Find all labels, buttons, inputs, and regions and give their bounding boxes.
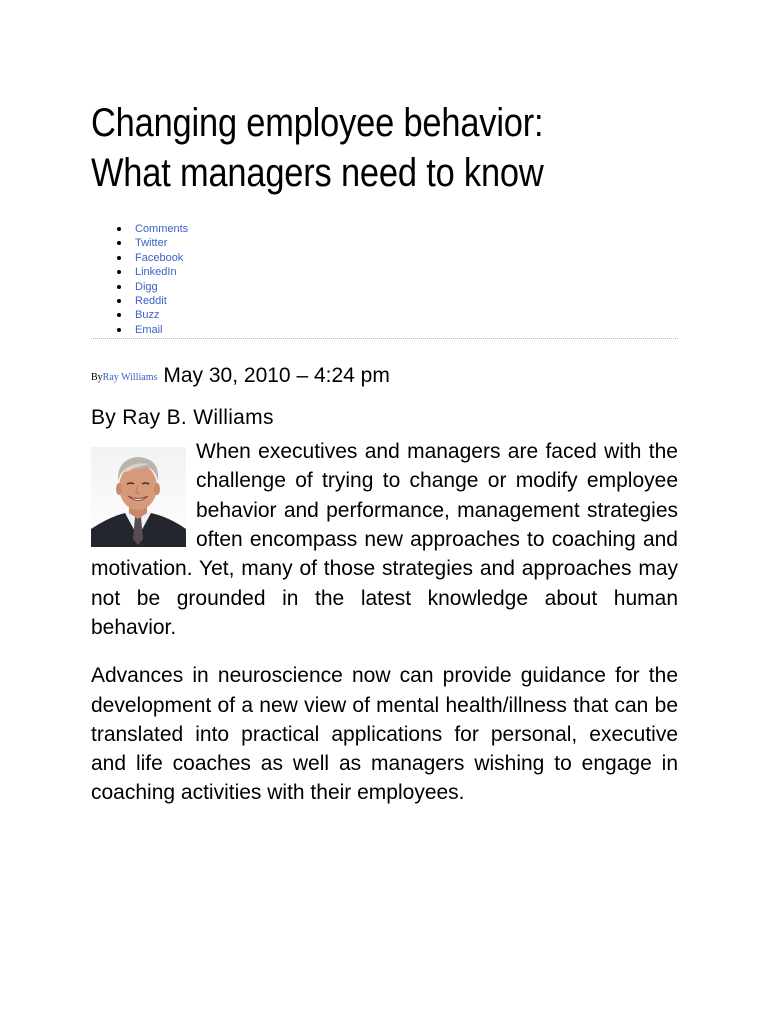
article <box>91 0 678 808</box>
byline-small <box>91 373 157 383</box>
share-item-digg <box>135 280 678 294</box>
linkedin-link[interactable]: LinkedIn <box>135 266 177 279</box>
paragraph-2: Advances in neuroscience now can provide guidance for the development of a new view of mental health/illness that can be translated into practical applications for personal, executive and life coaches as well as managers wishing to engage in coaching activities with their employees. <box>91 664 678 805</box>
share-item-facebook <box>135 251 678 265</box>
author-heading: By Ray B. Williams <box>91 406 274 430</box>
author-link[interactable]: Ray Williams <box>102 372 158 384</box>
author-portrait-image <box>91 447 186 547</box>
share-item-comments <box>135 222 678 236</box>
comments-link[interactable]: Comments <box>135 223 189 235</box>
share-item-email <box>135 323 678 337</box>
share-links-list <box>91 222 678 339</box>
facebook-link[interactable]: Facebook <box>135 251 184 264</box>
buzz-link[interactable]: Buzz <box>135 309 160 322</box>
share-item-buzz <box>135 308 678 322</box>
share-item-twitter <box>135 236 678 250</box>
share-item-reddit <box>135 294 678 308</box>
article-title-line-2: What managers need to know <box>91 151 544 195</box>
author-photo <box>91 447 186 547</box>
email-link[interactable]: Email <box>135 323 163 336</box>
article-title-line-1: Changing employee behavior: <box>91 101 544 145</box>
paragraph-1: When executives and managers are faced with the challenge of trying to change or modify employee behavior and performance, management strategies often encompass new approaches to coaching and motivation. Yet, many of those strategies and approaches may not be grounded in the latest knowledge about human behavior. <box>91 440 678 639</box>
reddit-link[interactable]: Reddit <box>135 294 167 307</box>
twitter-link[interactable]: Twitter <box>135 237 168 250</box>
byline-prefix: By <box>91 372 103 384</box>
publish-date: May 30, 2010 – 4:24 pm <box>163 364 390 388</box>
digg-link[interactable]: Digg <box>135 280 158 293</box>
share-item-linkedin <box>135 265 678 279</box>
byline <box>91 361 678 389</box>
article-title <box>91 0 596 198</box>
